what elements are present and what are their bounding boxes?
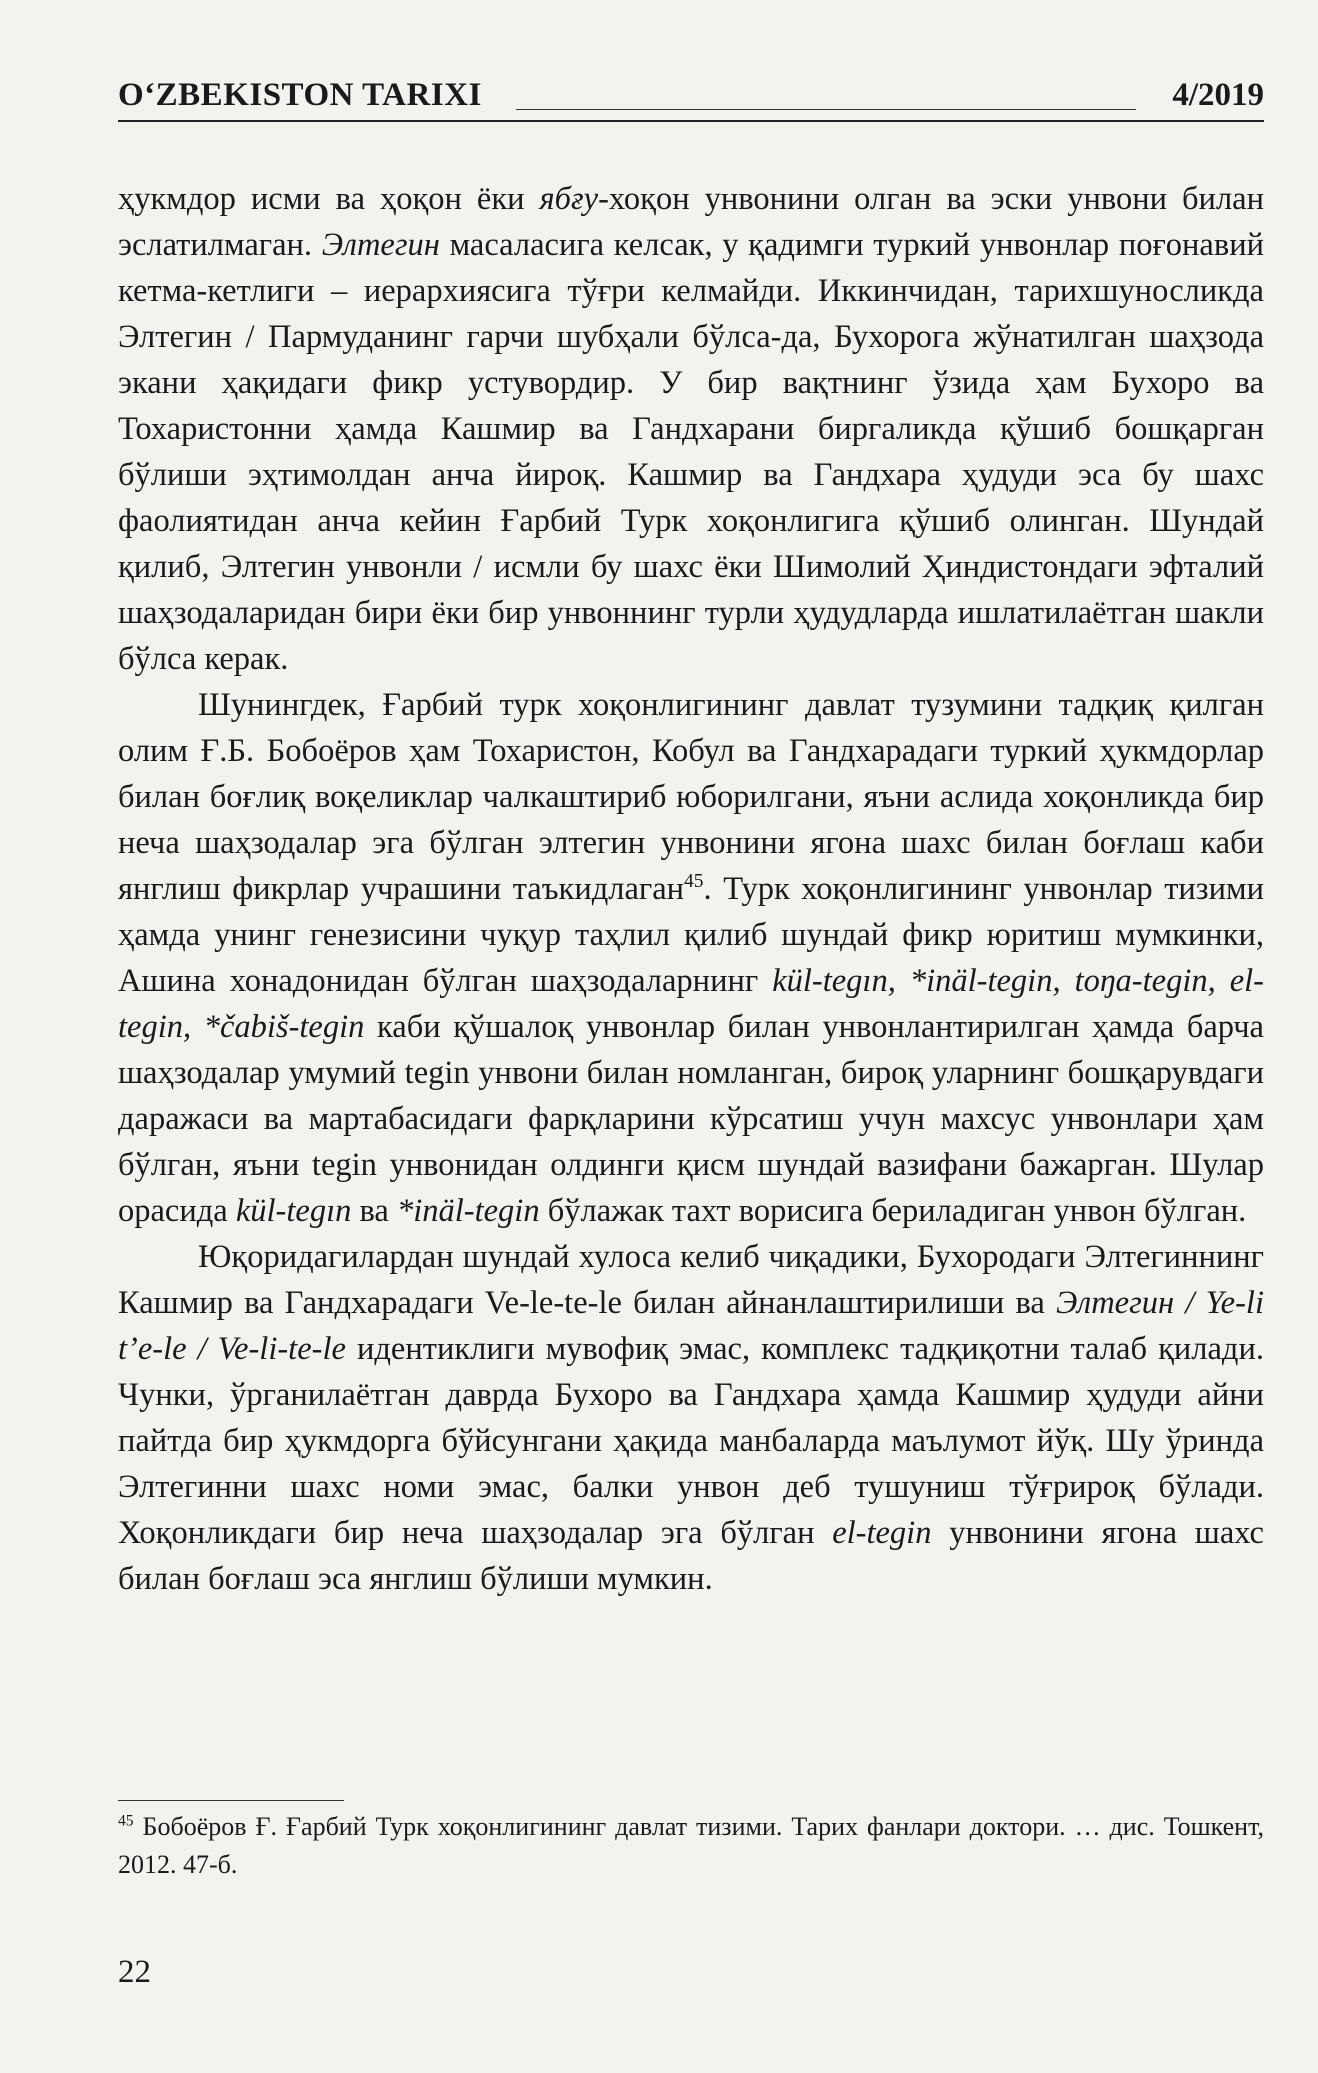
- paragraph-3: [118, 1234, 1264, 1602]
- journal-title: O‘ZBEKISTON TARIXI: [118, 77, 482, 113]
- text-run: Шунингдек, Ғарбий турк хоқонлигининг давлат тузумини тадқиқ қилган олим Ғ.Б. Бобоёров ҳам Тохаристон, Кобул ва Гандхарадаги туркий ҳукмдорлар билан боғлиқ воқеликлар чалкаштириб юборилгани, яъни аслида хоқонликда бир неча шаҳзодалар эга бўлган элтегин унвонини ягона шахс билан боғлаш каби янглиш фикрлар учрашини таъкидлаган: [118, 687, 1264, 907]
- footnote-ref[interactable]: 45: [684, 871, 704, 893]
- text-run: Юқоридагилардан шундай хулоса келиб чиқадики, Бухородаги Элтегиннинг Кашмир ва Гандхарадаги Ve-le-te-le билан айнанлаштирилиши ва: [118, 1239, 1264, 1321]
- footnote-45: [118, 1808, 1264, 1884]
- header-rule: [516, 109, 1136, 110]
- issue-number: 4/2019: [1172, 77, 1264, 113]
- italic-term: Элтегин: [321, 227, 440, 263]
- page-number: 22: [118, 1954, 151, 1990]
- text-run: унвонини ягона шахс билан боғлаш эса янглиш бўлиши мумкин.: [118, 1515, 1264, 1597]
- italic-term: kül-tegın, *inäl-tegin, toŋa-tegin, el-tegin, *čabiš-tegin: [118, 963, 1265, 1045]
- footnote-marker: 45: [118, 1812, 134, 1830]
- italic-term: ябғу: [539, 181, 599, 217]
- text-run: . Турк хоқонлигининг унвонлар тизими ҳамда унинг генезисини чуқур таҳлил қилиб шундай фикр юритиш мумкинки, Ашина хонадонидан бўлган шаҳзодаларнинг: [118, 871, 1264, 999]
- paragraph-2: [118, 682, 1264, 1234]
- text-run: каби қўшалоқ унвонлар билан унвонлантирилган ҳамда барча шаҳзодалар умумий tegin унвони билан номланган, бироқ уларнинг бошқарувдаги даражаси ва мартабасидаги фарқларини кўрсатиш учун махсус унвонлари ҳам бўлган, яъни tegin унвонидан олдинги қисм шундай вазифани бажарган. Шулар орасида: [118, 1009, 1264, 1229]
- italic-term: kül-tegın: [235, 1193, 352, 1229]
- italic-term: Элтегин / Ye-li t’e-le / Ve-li-te-le: [118, 1285, 1264, 1367]
- text-run: бўлажак тахт ворисига бериладиган унвон бўлган.: [539, 1193, 1247, 1229]
- footnote-text: Бобоёров Ғ. Ғарбий Турк хоқонлигининг давлат тизими. Тарих фанлари доктори. … дис. Тошкент, 2012. 47-б.: [118, 1812, 1264, 1879]
- text-run: -хоқон унвонини олган ва эски унвони билан эслатилмаган.: [118, 181, 1264, 263]
- footnote-separator: [118, 1800, 344, 1801]
- italic-term: el-tegin: [832, 1515, 932, 1551]
- paragraph-1: [118, 176, 1264, 682]
- text-run: ҳукмдор исми ва ҳоқон ёки: [118, 181, 540, 217]
- text-run: идентиклиги мувофиқ эмас, комплекс тадқиқотни талаб қилади. Чунки, ўрганилаётган даврда Бухоро ва Гандхара ҳамда Кашмир ҳудуди айни пайтда бир ҳукмдорга бўйсунгани ҳақида манбаларда маълумот йўқ. Шу ўринда Элтегинни шахс номи эмас, балки унвон деб тушуниш тўғрироқ бўлади. Хоқонликдаги бир неча шаҳзодалар эга бўлган: [118, 1331, 1264, 1551]
- running-header: [118, 72, 1264, 122]
- text-run: ва: [351, 1193, 397, 1229]
- italic-term: *inäl-tegin: [396, 1193, 540, 1229]
- text-run: масаласига келсак, у қадимги туркий унвонлар поғонавий кетма-кетлиги – иерархиясига тўғри келмайди. Иккинчидан, тарихшуносликда Элтегин / Пармуданинг гарчи шубҳали бўлса-да, Бухорога жўнатилган шаҳзода экани ҳақидаги фикр устувордир. У бир вақтнинг ўзида ҳам Бухоро ва Тохаристонни ҳамда Кашмир ва Гандхарани биргаликда қўшиб бошқарган бўлиши эҳтимолдан анча йироқ. Кашмир ва Гандхара ҳудуди эса бу шахс фаолиятидан анча кейин Ғарбий Турк хоқонлигига қўшиб олинган. Шундай қилиб, Элтегин унвонли / исмли бу шахс ёки Шимолий Ҳиндистондаги эфталий шаҳзодаларидан бири ёки бир унвоннинг турли ҳудудларда ишлатилаётган шакли бўлса керак.: [118, 227, 1264, 677]
- body-text: [118, 176, 1264, 1602]
